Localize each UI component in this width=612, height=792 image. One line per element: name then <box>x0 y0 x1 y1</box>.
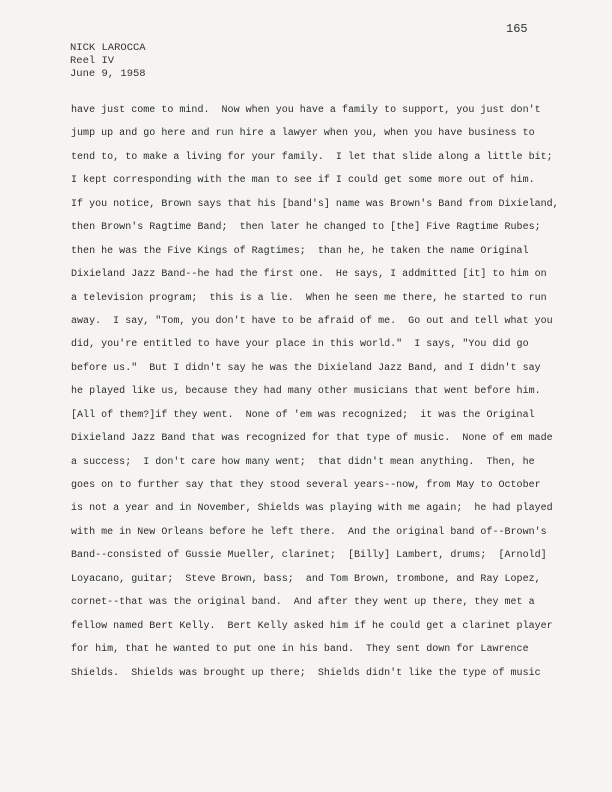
text-line: then Brown's Ragtime Band; then later he changed to [the] Five Ragtime Rubes; <box>71 222 541 234</box>
text-line: tend to, to make a living for your family. I let that slide along a little bit; <box>71 151 553 163</box>
interviewee-name: NICK LAROCCA <box>70 42 146 54</box>
text-line: for him, that he wanted to put one in his band. They sent down for Lawrence <box>71 644 529 656</box>
text-line: fellow named Bert Kelly. Bert Kelly asked him if he could get a clarinet player <box>71 620 553 632</box>
text-line: with me in New Orleans before he left there. And the original band of--Brown's <box>71 526 547 538</box>
page-number: 165 <box>506 22 528 36</box>
text-line: before us." But I didn't say he was the Dixieland Jazz Band, and I didn't say <box>71 362 541 374</box>
text-line: Dixieland Jazz Band--he had the first one. He says, I addmitted [it] to him on <box>71 269 547 281</box>
text-line: [All of them?]if they went. None of 'em was recognized; it was the Original <box>71 409 535 421</box>
text-line: then he was the Five Kings of Ragtimes; than he, he taken the name Original <box>71 245 529 257</box>
text-line: did, you're entitled to have your place in this world." I says, "You did go <box>71 339 529 351</box>
text-line: If you notice, Brown says that his [band's] name was Brown's Band from Dixieland, <box>71 198 559 210</box>
transcript-header <box>70 42 146 81</box>
text-line: jump up and go here and run hire a lawyer when you, when you have business to <box>71 128 535 140</box>
transcript-body <box>71 104 561 690</box>
text-line: goes on to further say that they stood several years--now, from May to October <box>71 480 541 491</box>
interview-date: June 9, 1958 <box>70 68 146 80</box>
text-line: he played like us, because they had many other musicians that went before him. <box>71 386 541 398</box>
reel-label: Reel IV <box>70 55 115 67</box>
text-line: a success; I don't care how many went; that didn't mean anything. Then, he <box>71 456 535 468</box>
text-line: I kept corresponding with the man to see if I could get some more out of him. <box>71 175 535 187</box>
text-line: is not a year and in November, Shields was playing with me again; he had played <box>71 503 553 515</box>
text-line: Band--consisted of Gussie Mueller, clarinet; [Billy] Lambert, drums; [Arnold] <box>71 550 547 562</box>
text-line: away. I say, "Tom, you don't have to be afraid of me. Go out and tell what you <box>71 315 553 327</box>
text-line: Shields. Shields was brought up there; Shields didn't like the type of music <box>71 667 541 679</box>
text-line: have just come to mind. Now when you have a family to support, you just don't <box>71 105 541 116</box>
text-line: cornet--that was the original band. And after they went up there, they met a <box>71 597 535 609</box>
text-line: a television program; this is a lie. When he seen me there, he started to run <box>71 292 547 304</box>
text-line: Dixieland Jazz Band that was recognized for that type of music. None of em made <box>71 433 553 445</box>
text-line: Loyacano, guitar; Steve Brown, bass; and Tom Brown, trombone, and Ray Lopez, <box>71 573 541 585</box>
